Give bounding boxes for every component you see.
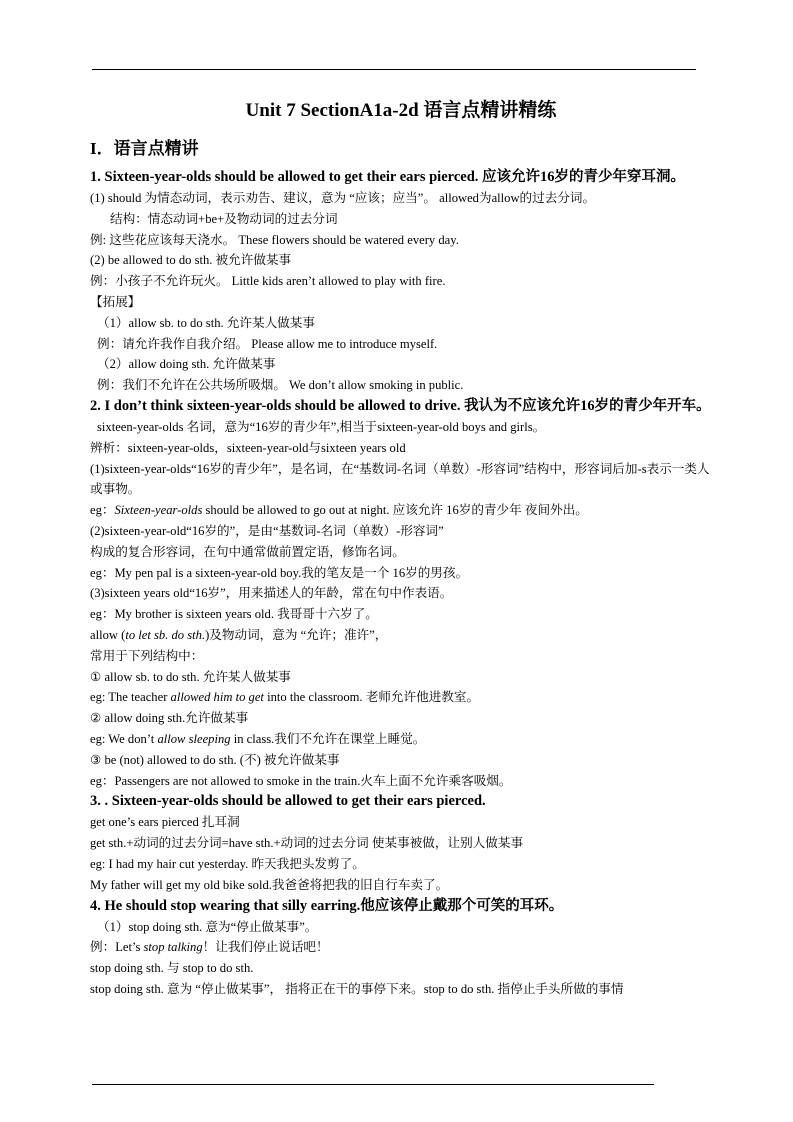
text-line: get one’s ears pierced 扎耳洞: [90, 815, 240, 830]
text-line: 构成的复合形容词，在句中通常做前置定语，修饰名词。: [90, 544, 405, 559]
text-line: 辨析：sixteen-year-olds，sixteen-year-old与sixteen years old: [90, 440, 406, 455]
text-line: （1）allow sb. to do sth. 允许某人做某事: [97, 315, 315, 330]
text-line: 常用于下列结构中：: [90, 648, 204, 663]
text-line: ① allow sb. to do sth. 允许某人做某事: [90, 669, 291, 684]
text-span: eg: The teacher: [90, 690, 171, 705]
italic-phrase: Sixteen-year-olds: [114, 503, 203, 518]
text-line: (2) be allowed to do sth. 被允许做某事: [90, 253, 292, 268]
text-line: ③ be (not) allowed to do sth. (不) 被允许做某事: [90, 752, 340, 767]
text-span: 例：Let’s: [90, 940, 144, 955]
text-line: sixteen-year-olds 名词，意为“16岁的青少年”,相当于sixteen-year-old boys and girls。: [97, 419, 546, 434]
text-span: )及物动词，意为 “允许；准许”，: [205, 627, 388, 642]
text-line: [90, 625, 712, 646]
point-heading: 2. I don’t think sixteen-year-olds should be allowed to drive. 我认为不应该允许16岁的青少年开车。: [90, 397, 711, 414]
text-line: eg：My pen pal is a sixteen-year-old boy.我的笔友是一个 16岁的男孩。: [90, 565, 469, 580]
section-heading: I．语言点精讲: [90, 139, 199, 158]
text-line: [90, 937, 712, 958]
point-heading: 3. . Sixteen-year-olds should be allowed to get their ears pierced.: [90, 793, 486, 810]
text-line: (3)sixteen years old“16岁”，用来描述人的年龄，常在句中作表语。: [90, 586, 453, 601]
text-line: (2)sixteen-year-old“16岁的”，是由“基数词-名词（单数）-形容词”: [90, 523, 444, 538]
text-span: eg: We don’t: [90, 731, 158, 746]
text-line: ② allow doing sth.允许做某事: [90, 711, 249, 726]
italic-phrase: stop talking: [143, 940, 203, 955]
text-span: should be allowed to go out at night. 应该允许 16岁的青少年 夜间外出。: [202, 503, 588, 518]
text-line: eg: I had my hair cut yesterday. 昨天我把头发剪了。: [90, 856, 365, 871]
text-line: 例：小孩子不允许玩火。 Little kids aren’t allowed to play with fire.: [90, 274, 446, 289]
text-span: in class.我们不允许在课堂上睡觉。: [230, 731, 426, 746]
content-lines: [90, 167, 712, 1000]
text-line: [90, 687, 712, 708]
footer-rule: [92, 1084, 654, 1085]
page-title: Unit 7 SectionA1a-2d 语言点精讲精练: [245, 100, 557, 121]
text-span: allow (: [90, 627, 126, 642]
text-line: （2）allow doing sth. 允许做某事: [97, 357, 276, 372]
header-rule: [92, 69, 696, 70]
text-line: My father will get my old bike sold.我爸爸将把我的旧自行车卖了。: [90, 877, 449, 892]
text-line: 【拓展】: [90, 294, 141, 309]
italic-phrase: allow sleeping: [157, 731, 231, 746]
italic-phrase: allowed him to get: [170, 690, 264, 705]
text-span: eg：: [90, 503, 115, 518]
text-line: stop doing sth. 意为 “停止做某事”， 指将正在干的事停下来。stop to do sth. 指停止手头所做的事情: [90, 981, 624, 996]
italic-phrase: to let sb. do sth.: [125, 627, 206, 642]
text-line: 例: 这些花应该每天浇水。 These flowers should be watered every day.: [90, 232, 459, 247]
text-line: eg：Passengers are not allowed to smoke in the train.火车上面不允许乘客吸烟。: [90, 773, 512, 788]
text-line: (1)sixteen-year-olds“16岁的青少年”，是名词，在“基数词-名词（单数）-形容词”结构中，形容词后加-s表示一类人或事物。: [90, 461, 710, 497]
text-span: ！让我们停止说话吧！: [202, 940, 329, 955]
point-heading: 1. Sixteen-year-olds should be allowed to get their ears pierced. 应该允许16岁的青少年穿耳洞。: [90, 169, 686, 185]
text-line: 例：请允许我作自我介绍。 Please allow me to introduce myself.: [97, 336, 438, 351]
text-line: get sth.+动词的过去分词=have sth.+动词的过去分词 使某事被做，让别人做某事: [90, 836, 524, 851]
text-line: eg：My brother is sixteen years old. 我哥哥十六岁了。: [90, 607, 378, 622]
text-line: 结构：情态动词+be+及物动词的过去分词: [110, 211, 338, 226]
text-line: (1) should 为情态动词，表示劝告、建议，意为 “应该；应当”。 allowed为allow的过去分词。: [90, 191, 596, 205]
text-span: into the classroom. 老师允许他进教室。: [263, 690, 480, 705]
text-line: 例：我们不允许在公共场所吸烟。 We don’t allow smoking in public.: [97, 378, 464, 393]
text-line: [90, 729, 712, 750]
point-heading: 4. He should stop wearing that silly earring.他应该停止戴那个可笑的耳环。: [90, 897, 564, 914]
document-body: [90, 96, 712, 1000]
text-line: （1）stop doing sth. 意为“停止做某事”。: [97, 919, 318, 934]
text-line: [90, 500, 712, 521]
text-line: stop doing sth. 与 stop to do sth.: [90, 961, 254, 976]
